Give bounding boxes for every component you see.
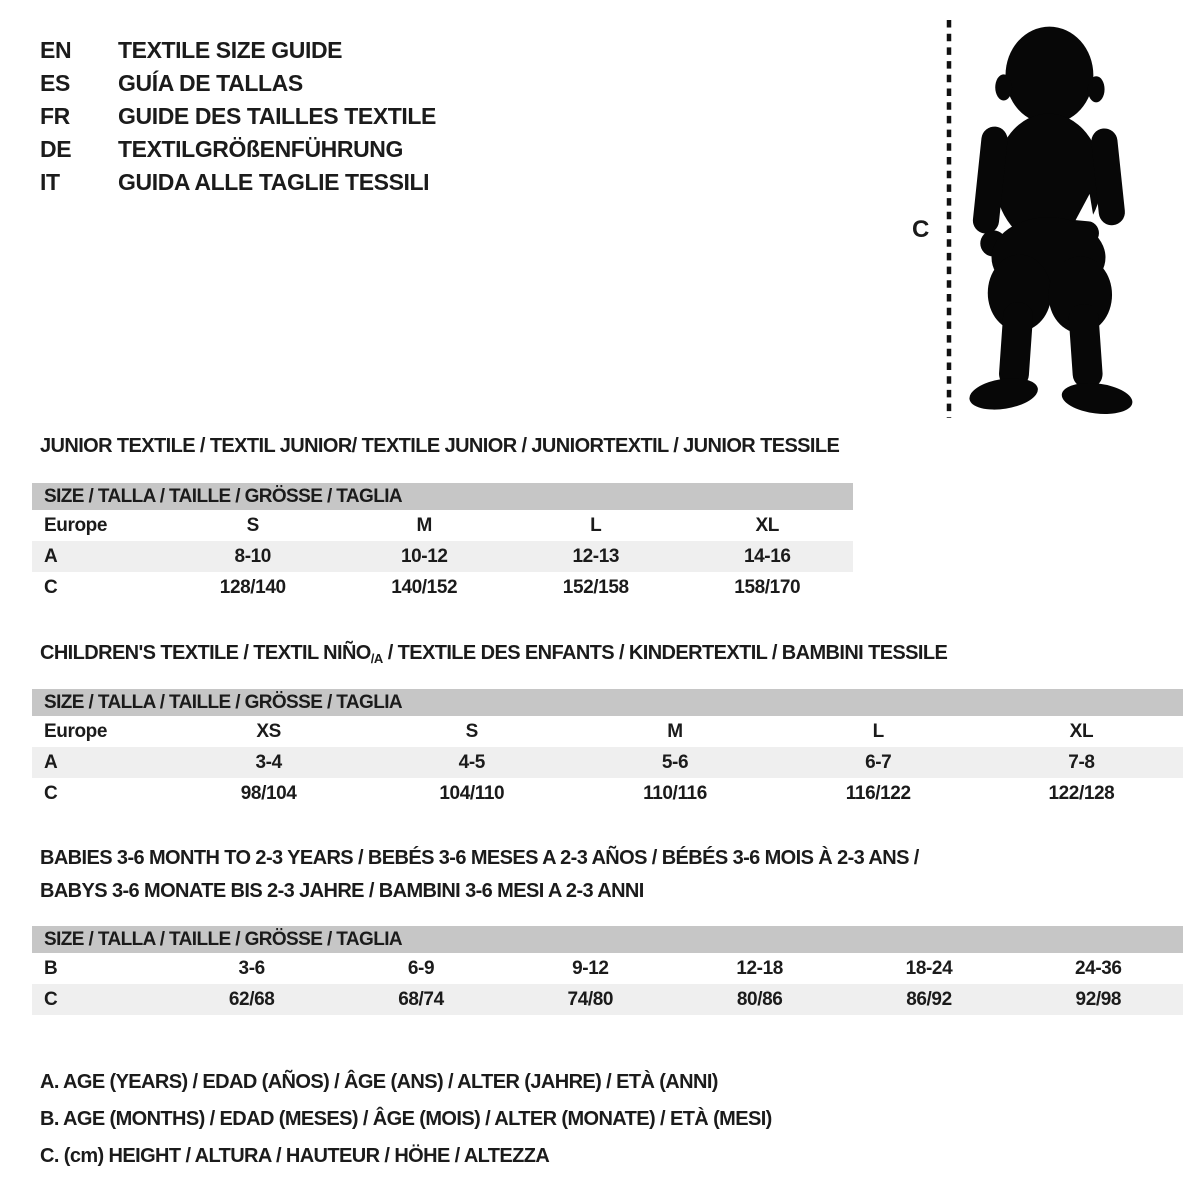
- children-title-sub: /A: [370, 651, 383, 666]
- guide-title-de: TEXTILGRÖßENFÜHRUNG: [118, 136, 403, 162]
- children-size-table: [32, 689, 1183, 809]
- height-cell: 116/122: [845, 783, 911, 804]
- language-code: EN: [40, 37, 72, 63]
- height-cell: 98/104: [240, 783, 297, 804]
- table-row-europe: [32, 716, 1183, 747]
- table-header: SIZE / TALLA / TAILLE / GRÖSSE / TAGLIA: [32, 926, 1183, 953]
- babies-title-line2: BABYS 3-6 MONATE BIS 2-3 JAHRE / BAMBINI 3-6 MESI A 2-3 ANNI: [40, 880, 644, 902]
- table-row-age: [32, 541, 853, 572]
- height-cell: 140/152: [391, 577, 458, 598]
- height-cell: 128/140: [219, 577, 286, 598]
- size-cell: XL: [1069, 721, 1094, 742]
- height-cell: 92/98: [1075, 989, 1122, 1010]
- months-cell: 18-24: [905, 958, 953, 979]
- legend-line-a: A. AGE (YEARS) / EDAD (AÑOS) / ÂGE (ANS) / ALTER (JAHRE) / ETÀ (ANNI): [40, 1071, 718, 1093]
- guide-title-it: GUIDA ALLE TAGLIE TESSILI: [118, 169, 430, 195]
- age-cell: 3-4: [255, 752, 282, 773]
- table-row-height: [32, 572, 853, 603]
- size-cell: XL: [755, 515, 779, 536]
- height-cell: 158/170: [734, 577, 801, 598]
- table-header: SIZE / TALLA / TAILLE / GRÖSSE / TAGLIA: [32, 689, 1183, 716]
- height-label-c: C: [912, 216, 929, 243]
- size-cell: XS: [256, 721, 281, 742]
- height-cell: 68/74: [398, 989, 444, 1010]
- children-section-title: [40, 642, 947, 666]
- months-cell: 9-12: [572, 958, 609, 979]
- language-row-fr: [40, 100, 436, 133]
- language-code: IT: [40, 169, 60, 195]
- height-cell: 74/80: [567, 989, 614, 1010]
- table-row-height: [32, 778, 1183, 809]
- months-cell: 12-18: [736, 958, 783, 979]
- table-header: SIZE / TALLA / TAILLE / GRÖSSE / TAGLIA: [32, 483, 853, 510]
- language-row-es: [40, 67, 436, 100]
- row-label: A: [44, 752, 58, 773]
- language-list: [40, 34, 436, 199]
- children-title-pre: CHILDREN'S TEXTILE / TEXTIL NIÑO: [40, 642, 371, 664]
- size-cell: M: [416, 515, 432, 536]
- row-label: A: [44, 546, 58, 567]
- language-code: ES: [40, 70, 70, 96]
- age-cell: 7-8: [1068, 752, 1095, 773]
- table-row-europe: [32, 510, 853, 541]
- months-cell: 6-9: [407, 958, 435, 979]
- age-cell: 4-5: [458, 752, 485, 773]
- height-cell: 152/158: [562, 577, 629, 598]
- age-cell: 6-7: [865, 752, 892, 773]
- children-title-post: / TEXTILE DES ENFANTS / KINDERTEXTIL / BAMBINI TESSILE: [382, 642, 948, 664]
- row-label: C: [44, 783, 58, 804]
- legend: [40, 1064, 772, 1175]
- language-row-de: [40, 133, 436, 166]
- legend-line-c: C. (cm) HEIGHT / ALTURA / HAUTEUR / HÖHE / ALTEZZA: [40, 1145, 550, 1167]
- height-cell: 86/92: [906, 989, 952, 1010]
- row-label: C: [44, 989, 58, 1010]
- age-cell: 12-13: [572, 546, 620, 567]
- language-row-en: [40, 34, 436, 67]
- size-cell: L: [872, 721, 884, 742]
- table-row-age: [32, 747, 1183, 778]
- guide-title-fr: GUIDE DES TAILLES TEXTILE: [118, 103, 436, 129]
- row-label: Europe: [44, 721, 108, 742]
- months-cell: 3-6: [238, 958, 265, 979]
- junior-size-table: [32, 483, 853, 603]
- height-cell: 104/110: [439, 783, 505, 804]
- height-cell: 122/128: [1048, 783, 1115, 804]
- guide-title-es: GUÍA DE TALLAS: [118, 70, 303, 96]
- guide-title-en: TEXTILE SIZE GUIDE: [118, 37, 343, 63]
- legend-line-b: B. AGE (MONTHS) / EDAD (MESES) / ÂGE (MOIS) / ALTER (MONATE) / ETÀ (MESI): [40, 1108, 772, 1130]
- language-code: DE: [40, 136, 72, 162]
- language-code: FR: [40, 103, 70, 129]
- age-cell: 5-6: [661, 752, 689, 773]
- months-cell: 24-36: [1075, 958, 1122, 979]
- size-cell: L: [590, 515, 602, 536]
- table-row-months: [32, 953, 1183, 984]
- row-label: Europe: [44, 515, 108, 536]
- height-cell: 80/86: [736, 989, 783, 1010]
- age-cell: 10-12: [400, 546, 448, 567]
- size-cell: S: [246, 515, 259, 536]
- height-cell: 62/68: [228, 989, 275, 1010]
- size-cell: S: [465, 721, 478, 742]
- babies-size-table: [32, 926, 1183, 1015]
- age-cell: 14-16: [743, 546, 791, 567]
- table-row-height: [32, 984, 1183, 1015]
- row-label: C: [44, 577, 58, 598]
- babies-section-title: [40, 842, 919, 908]
- babies-title-line1: BABIES 3-6 MONTH TO 2-3 YEARS / BEBÉS 3-6 MESES A 2-3 AÑOS / BÉBÉS 3-6 MOIS À 2-3 ANS /: [40, 847, 919, 869]
- toddler-silhouette-icon: [955, 22, 1142, 420]
- language-row-it: [40, 166, 436, 199]
- height-cell: 110/116: [643, 783, 707, 804]
- junior-section-title: JUNIOR TEXTILE / TEXTIL JUNIOR/ TEXTILE JUNIOR / JUNIORTEXTIL / JUNIOR TESSILE: [40, 435, 840, 457]
- size-cell: M: [667, 721, 683, 742]
- age-cell: 8-10: [234, 546, 271, 567]
- row-label: B: [44, 958, 58, 979]
